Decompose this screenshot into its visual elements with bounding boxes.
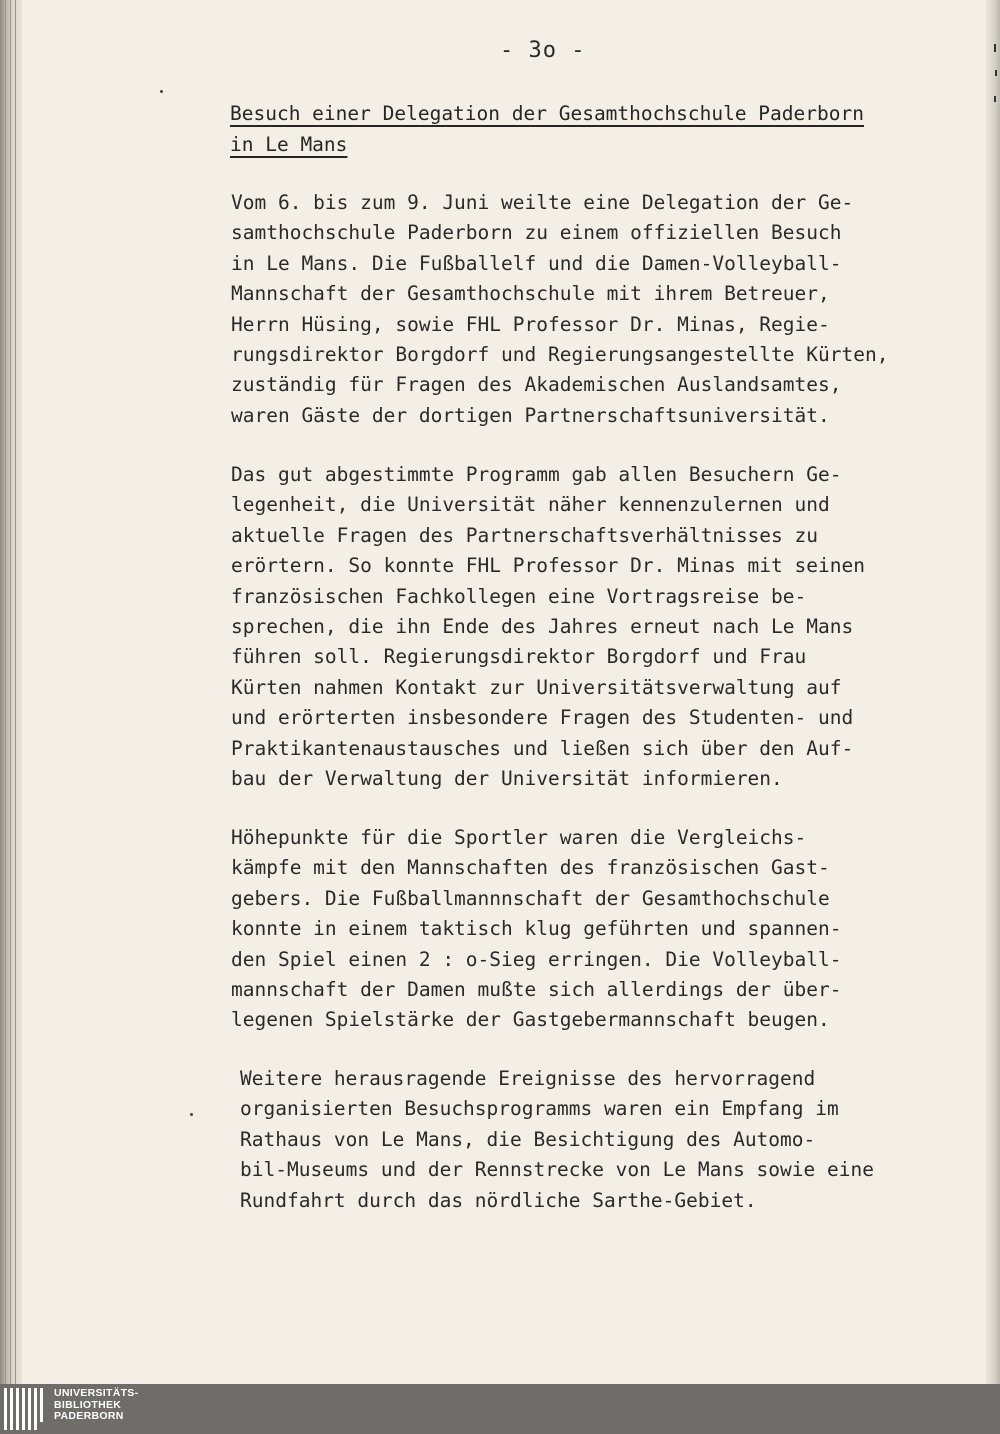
text-line: Höhepunkte für die Sportler waren die Vergleichs- [231, 826, 807, 849]
text-line: Weitere herausragende Ereignisse des hervorragend [240, 1067, 816, 1090]
text-line: waren Gäste der dortigen Partnerschaftsuniversität. [231, 403, 830, 427]
logo-text-line: PADERBORN [54, 1410, 124, 1422]
heading-line: in Le Mans [230, 133, 348, 156]
logo-text-line: BIBLIOTHEK [54, 1398, 122, 1411]
text-line: und erörterten insbesondere Fragen des Studenten- und [231, 706, 854, 730]
text-line: Rathaus von Le Mans, die Besichtigung des Automo- [240, 1127, 816, 1151]
text-line: samthochschule Paderborn zu einem offiziellen Besuch [231, 221, 842, 245]
paragraph-sports [231, 823, 921, 1036]
edge-mark [995, 70, 997, 76]
text-line: legenheit, die Universität näher kennenzulernen und [231, 493, 830, 517]
edge-mark [994, 96, 996, 102]
library-logo-text [54, 1388, 138, 1423]
text-line: Kürten nahmen Kontakt zur Universitätsverwaltung auf [231, 675, 842, 699]
text-line: französischen Fachkollegen eine Vortragsreise be- [231, 584, 807, 608]
text-line: aktuelle Fragen des Partnerschaftsverhältnisses zu [231, 523, 818, 547]
logo-text-line: UNIVERSITÄTS- [54, 1387, 139, 1399]
edge-mark [994, 44, 996, 52]
text-line: bau der Verwaltung der Universität informieren. [231, 767, 783, 791]
binding-line [5, 0, 6, 1384]
library-footer-bar [0, 1384, 1000, 1434]
text-line: konnte in einem taktisch klug geführten und spannen- [231, 917, 842, 941]
section-heading [230, 98, 920, 160]
text-line: kämpfe mit den Mannschaften des französischen Gast- [231, 856, 830, 880]
text-line: erörtern. So konnte FHL Professor Dr. Minas mit seinen [231, 554, 865, 578]
text-line: Das gut abgestimmte Programm gab allen Besuchern Ge- [231, 463, 842, 486]
speck-mark [160, 90, 163, 93]
text-line: legenen Spielstärke der Gastgebermannschaft beugen. [231, 1008, 830, 1032]
paragraph-events [240, 1064, 930, 1216]
text-line: Vom 6. bis zum 9. Juni weilte eine Delegation der Ge- [231, 191, 854, 214]
text-line: Rundfahrt durch das nördliche Sarthe-Gebiet. [240, 1188, 757, 1212]
text-line: organisierten Besuchsprogramms waren ein Empfang im [240, 1097, 839, 1121]
text-line: rungsdirektor Borgdorf und Regierungsangestellte Kürten, [231, 343, 889, 367]
heading-line: Besuch einer Delegation der Gesamthochschule Paderborn [230, 102, 864, 125]
text-line: bil-Museums und der Rennstrecke von Le Mans sowie eine [240, 1158, 874, 1182]
text-line: in Le Mans. Die Fußballelf und die Damen-Volleyball- [231, 251, 842, 275]
paragraph-program [231, 460, 921, 794]
library-bars-logo-icon [4, 1388, 48, 1430]
text-line: den Spiel einen 2 : o-Sieg erringen. Die Volleyball- [231, 947, 842, 971]
text-line: gebers. Die Fußballmannnschaft der Gesamthochschule [231, 886, 830, 910]
text-line: Herrn Hüsing, sowie FHL Professor Dr. Minas, Regie- [231, 312, 830, 336]
text-line: mannschaft der Damen mußte sich allerdings der über- [231, 978, 842, 1002]
text-line: führen soll. Regierungsdirektor Borgdorf und Frau [231, 645, 807, 669]
paragraph-delegation-visit [231, 188, 921, 431]
binding-line [10, 0, 11, 1384]
page-right-edge [986, 0, 1000, 1384]
page-number: - 3o - [500, 38, 586, 63]
text-line: Praktikantenaustausches und ließen sich über den Auf- [231, 736, 854, 760]
page-binding-edge [0, 0, 22, 1384]
speck-mark [190, 1113, 193, 1116]
text-line: zuständig für Fragen des Akademischen Auslandsamtes, [231, 373, 842, 397]
text-line: Mannschaft der Gesamthochschule mit ihrem Betreuer, [231, 282, 830, 306]
binding-line [15, 0, 16, 1384]
text-line: sprechen, die ihn Ende des Jahres erneut nach Le Mans [231, 615, 854, 639]
